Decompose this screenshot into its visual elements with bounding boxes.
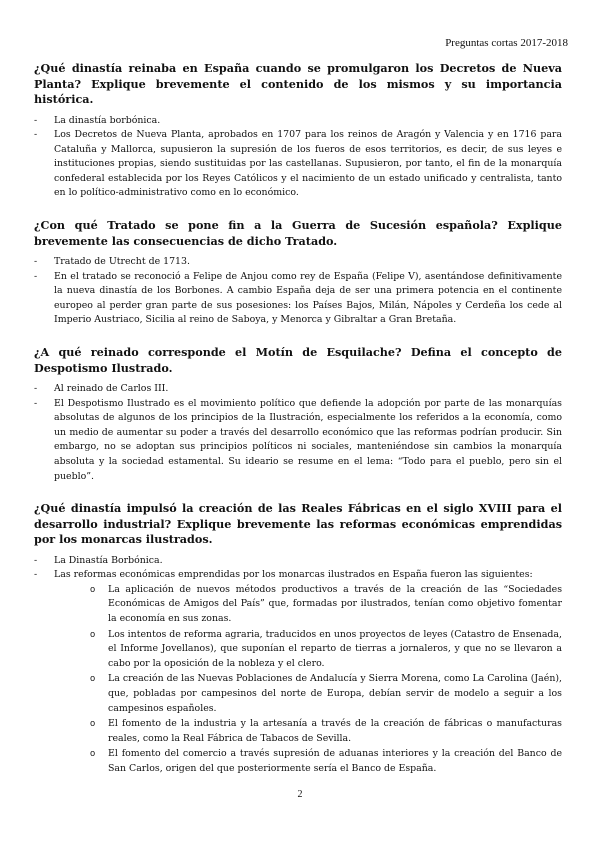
answer-item: - El Despotismo Ilustrado es el movimiento político que defiende la adopción por parte de las monarquías absolutas de algunos de los principios de la Ilustración, especialmente los referidos a la economía, como un medio de aumentar su poder a través del desarrollo económico que las reformas podrían producir. Sin embargo, no se adoptan sus principios políticos ni sociales, manteniéndose sin cambios la monarquía absoluta y la sociedad estamental. Su ideario se resume en el lema: “Todo para el pueblo, pero sin el pueblo”. <box>34 397 562 485</box>
answer-item <box>34 568 562 776</box>
question-1: ¿Qué dinastía reinaba en España cuando se promulgaron los Decretos de Nueva Planta? Explique brevemente el contenido de los mismos y su importancia histórica. <box>34 61 562 106</box>
circle-bullet-icon: o <box>90 719 96 730</box>
reform-item <box>54 747 562 776</box>
reform-item <box>54 583 562 627</box>
answer-item: - Los Decretos de Nueva Planta, aprobados en 1707 para los reinos de Aragón y Valencia y en 1716 para Cataluña y Mallorca, supusieron la supresión de los fueros de esos territorios, es decir, de sus leyes e instituciones propias, siendo sustituidas por las castellanas. Supusieron, por tanto, el fin de la monarquía confederal establecida por los Reyes Católicos y el nacimiento de un estado unificado y centralista, tanto en lo político-administrativo como en lo económico. <box>34 128 562 201</box>
question-2: ¿Con qué Tratado se pone fin a la Guerra de Sucesión española? Explique brevemente las consecuencias de dicho Tratado. <box>34 218 562 248</box>
document-body <box>34 61 562 794</box>
reform-text: El fomento del comercio a través supresión de aduanas interiores y la creación del Banco de San Carlos, origen del que posteriormente sería el Banco de España. <box>108 748 562 774</box>
answer-list-4 <box>34 554 562 777</box>
answer-list-1 <box>34 114 562 202</box>
page-number: 2 <box>297 789 303 800</box>
reform-text: La creación de las Nuevas Poblaciones de Andalucía y Sierra Morena, como La Carolina (Jaén), que, pobladas por campesinos del norte de Europa, debían servir de modelo a seguir a los campesinos españoles. <box>108 673 562 714</box>
question-3: ¿A qué reinado corresponde el Motín de Esquilache? Defina el concepto de Despotismo Ilustrado. <box>34 345 562 375</box>
answer-item: - Al reinado de Carlos III. <box>34 382 562 397</box>
question-4: ¿Qué dinastía impulsó la creación de las Reales Fábricas en el siglo XVIII para el desarrollo industrial? Explique brevemente las reformas económicas emprendidas por los monarcas ilustrados. <box>34 501 562 547</box>
circle-bullet-icon: o <box>90 749 96 760</box>
reform-text: El fomento de la industria y la artesanía a través de la creación de fábricas o manufacturas reales, como la Real Fábrica de Tabacos de Sevilla. <box>108 718 562 744</box>
circle-bullet-icon: o <box>90 584 96 595</box>
reform-item <box>54 672 562 716</box>
answer-list-3 <box>34 382 562 484</box>
answer-text: Las reformas económicas emprendidas por los monarcas ilustrados en España fueron las siguientes: <box>54 569 533 581</box>
answer-item: - La Dinastía Borbónica. <box>34 554 562 569</box>
answer-item: - En el tratado se reconoció a Felipe de Anjou como rey de España (Felipe V), asentándose definitivamente la nueva dinastía de los Borbones. A cambio España deja de ser una primera potencia en el continente europeo al perder gran parte de sus posesiones: los Países Bajos, Milán, Nápoles y Cerdeña los cede al Imperio Austriaco, Sicilia al reino de Saboya, y Menorca y Gibraltar a Gran Bretaña. <box>34 270 562 328</box>
reform-text: La aplicación de nuevos métodos productivos a través de la creación de las “Sociedades Económicas de Amigos del País” que, formadas por ilustrados, tenían como objetivo fomentar la economía en sus zonas. <box>108 583 562 625</box>
circle-bullet-icon: o <box>90 674 96 685</box>
answer-item: - La dinastía borbónica. <box>34 114 562 129</box>
reform-text: Los intentos de reforma agraria, traducidos en unos proyectos de leyes (Catastro de Ensenada, el Informe Jovellanos), que suponían el reparto de tierras a jornaleros, y que no se llevaron a cabo por la oposición de la nobleza y el clero. <box>108 628 562 669</box>
answer-list-2 <box>34 255 562 328</box>
circle-bullet-icon: o <box>90 629 96 640</box>
reform-list <box>54 583 562 777</box>
reform-item <box>54 628 562 672</box>
answer-item: - Tratado de Utrecht de 1713. <box>34 255 562 270</box>
reform-item <box>54 717 562 746</box>
page-header: Preguntas cortas 2017-2018 <box>445 37 568 49</box>
